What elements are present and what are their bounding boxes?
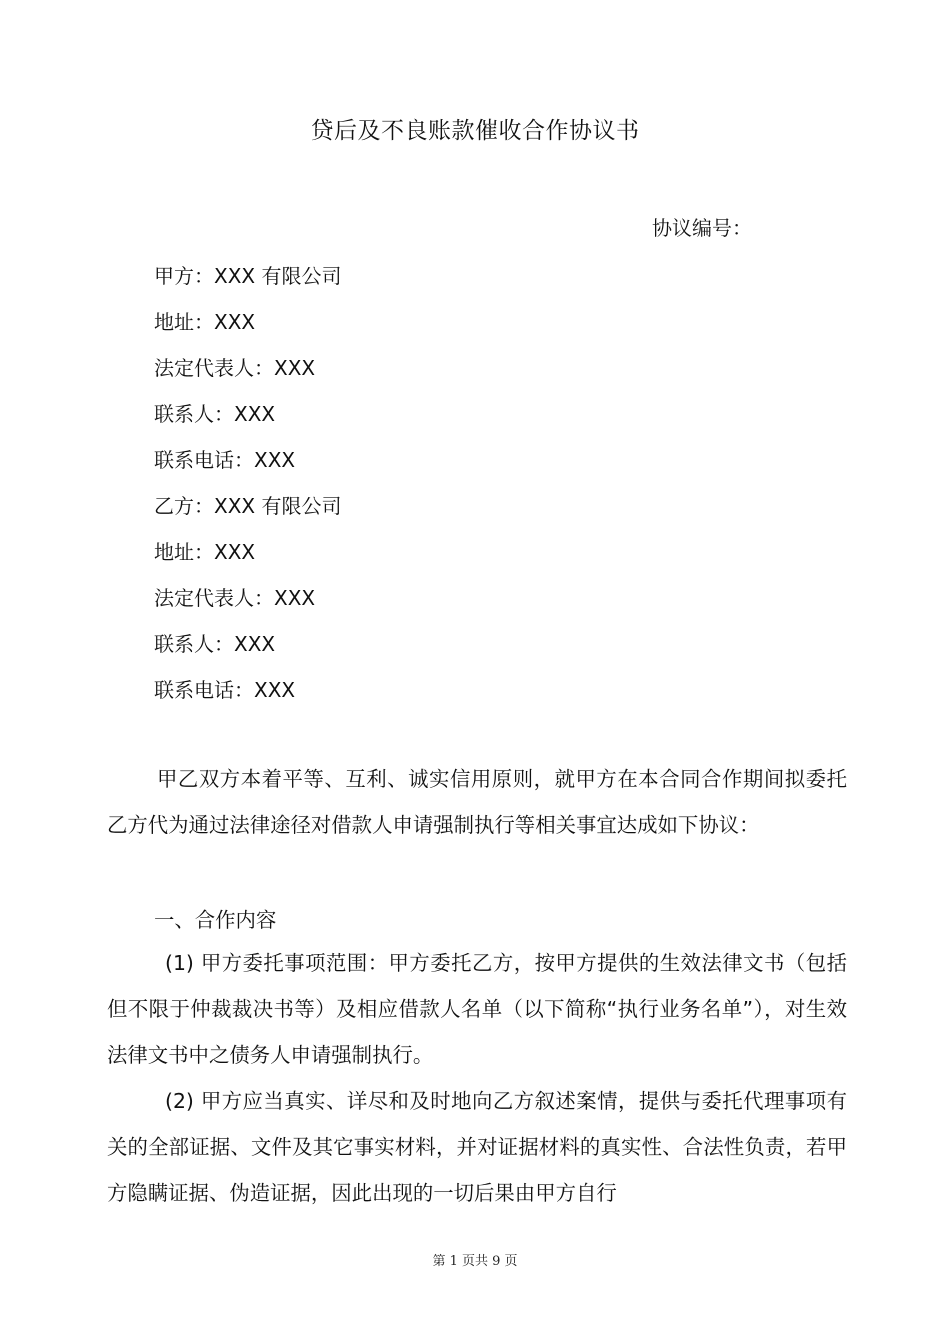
document-title: 贷后及不良账款催收合作协议书 — [310, 118, 640, 144]
party-a-phone: 联系电话：XXX — [154, 448, 296, 472]
section-1-heading: 一、合作内容 — [154, 908, 277, 932]
party-b-name: 乙方：XXX 有限公司 — [154, 494, 342, 518]
party-a-legal-representative: 法定代表人：XXX — [154, 356, 316, 380]
clause-1-paragraph: (1) 甲方委托事项范围：甲方委托乙方，按甲方提供的生效法律文书（包括但不限于仲裁裁决书等）及相应借款人名单（以下简称“执行业务名单”），对生效法律文书中之债务人申请强制执行。 — [107, 951, 847, 1067]
party-b-phone: 联系电话：XXX — [154, 678, 296, 702]
clause-2-paragraph: (2) 甲方应当真实、详尽和及时地向乙方叙述案情，提供与委托代理事项有关的全部证据、文件及其它事实材料，并对证据材料的真实性、合法性负责，若甲方隐瞒证据、伪造证据，因此出现的一切后果由甲方自行 — [107, 1089, 847, 1205]
agreement-number-label: 协议编号： — [652, 216, 752, 240]
party-b-legal-representative: 法定代表人：XXX — [154, 586, 316, 610]
party-a-name: 甲方：XXX 有限公司 — [154, 264, 342, 288]
party-a-contact: 联系人：XXX — [154, 402, 276, 426]
party-a-address: 地址：XXX — [154, 310, 256, 334]
party-b-contact: 联系人：XXX — [154, 632, 276, 656]
party-b-address: 地址：XXX — [154, 540, 256, 564]
intro-paragraph: 甲乙双方本着平等、互利、诚实信用原则，就甲方在本合同合作期间拟委托乙方代为通过法律途径对借款人申请强制执行等相关事宜达成如下协议： — [107, 767, 847, 837]
page-number-footer: 第 1 页共 9 页 — [432, 1254, 518, 1269]
